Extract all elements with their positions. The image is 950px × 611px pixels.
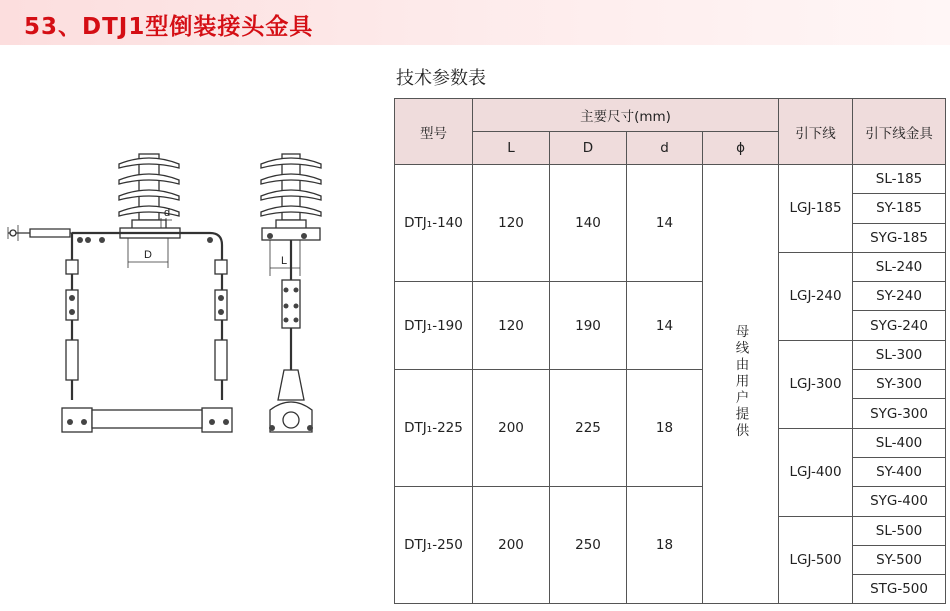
page-title: 53、DTJ1型倒装接头金具	[24, 14, 314, 40]
header-d: d	[627, 132, 703, 165]
table-row	[395, 165, 946, 194]
lead-fitting-cell: SY-185	[853, 194, 946, 223]
spec-table	[394, 98, 946, 604]
front-view	[8, 154, 232, 432]
lead-fitting-cell: SY-300	[853, 370, 946, 399]
lead-fitting-cell: SL-400	[853, 428, 946, 457]
header-L: L	[473, 132, 550, 165]
table-row	[395, 487, 946, 516]
header-model: 型号	[395, 99, 473, 165]
dim-L-cell: 200	[473, 370, 550, 487]
dim-D-cell: 140	[550, 165, 627, 282]
lead-fitting-cell: SY-400	[853, 457, 946, 486]
header-D: D	[550, 132, 627, 165]
table-row	[395, 282, 946, 311]
dim-L-cell: 120	[473, 282, 550, 370]
insulator-side	[261, 154, 321, 236]
lead-cell: LGJ-500	[779, 516, 853, 604]
lead-fitting-cell: SL-240	[853, 252, 946, 281]
dim-d-cell: 14	[627, 165, 703, 282]
lead-cell: LGJ-400	[779, 428, 853, 516]
lead-fitting-cell: STG-500	[853, 575, 946, 604]
dim-D-cell: 190	[550, 282, 627, 370]
lead-fitting-cell: SL-185	[853, 165, 946, 194]
dim-L-cell: 200	[473, 487, 550, 604]
lead-cell: LGJ-300	[779, 340, 853, 428]
dim-d-cell: 18	[627, 370, 703, 487]
lead-fitting-cell: SY-500	[853, 545, 946, 574]
table-row	[395, 370, 946, 399]
model-name-cell: DTJ₁-190	[395, 282, 473, 370]
lead-cell: LGJ-240	[779, 252, 853, 340]
lead-fitting-cell: SYG-185	[853, 223, 946, 252]
dim-D-cell: 225	[550, 370, 627, 487]
dim-label-D: D	[144, 249, 152, 261]
dim-label-d: d	[164, 207, 171, 219]
dim-D-cell: 250	[550, 487, 627, 604]
dim-d-cell: 18	[627, 487, 703, 604]
model-name-cell: DTJ₁-250	[395, 487, 473, 604]
lead-cell: LGJ-185	[779, 165, 853, 253]
lead-fitting-cell: SYG-400	[853, 487, 946, 516]
lead-fitting-cell: SYG-240	[853, 311, 946, 340]
model-name-cell: DTJ₁-225	[395, 370, 473, 487]
lead-fitting-cell: SL-500	[853, 516, 946, 545]
dim-label-L: L	[281, 255, 288, 267]
phi-note: 母线由用户提供	[732, 324, 749, 440]
model-name-cell: DTJ₁-140	[395, 165, 473, 282]
title-bar	[0, 0, 950, 45]
header-phi: ϕ	[703, 132, 779, 165]
lead-fitting-cell: SL-300	[853, 340, 946, 369]
lead-fitting-cell: SYG-300	[853, 399, 946, 428]
fitting-drawing	[0, 140, 380, 460]
dim-L-cell: 120	[473, 165, 550, 282]
phi-note-cell	[703, 165, 779, 604]
insulator-front	[119, 154, 179, 236]
header-main-dims: 主要尺寸(mm)	[473, 99, 779, 132]
side-view	[261, 154, 321, 432]
header-lead: 引下线	[779, 99, 853, 165]
lead-fitting-cell: SY-240	[853, 282, 946, 311]
spec-table-body	[395, 165, 946, 604]
dim-d-cell: 14	[627, 282, 703, 370]
header-lead-fitting: 引下线金具	[853, 99, 946, 165]
table-caption: 技术参数表	[396, 68, 486, 89]
